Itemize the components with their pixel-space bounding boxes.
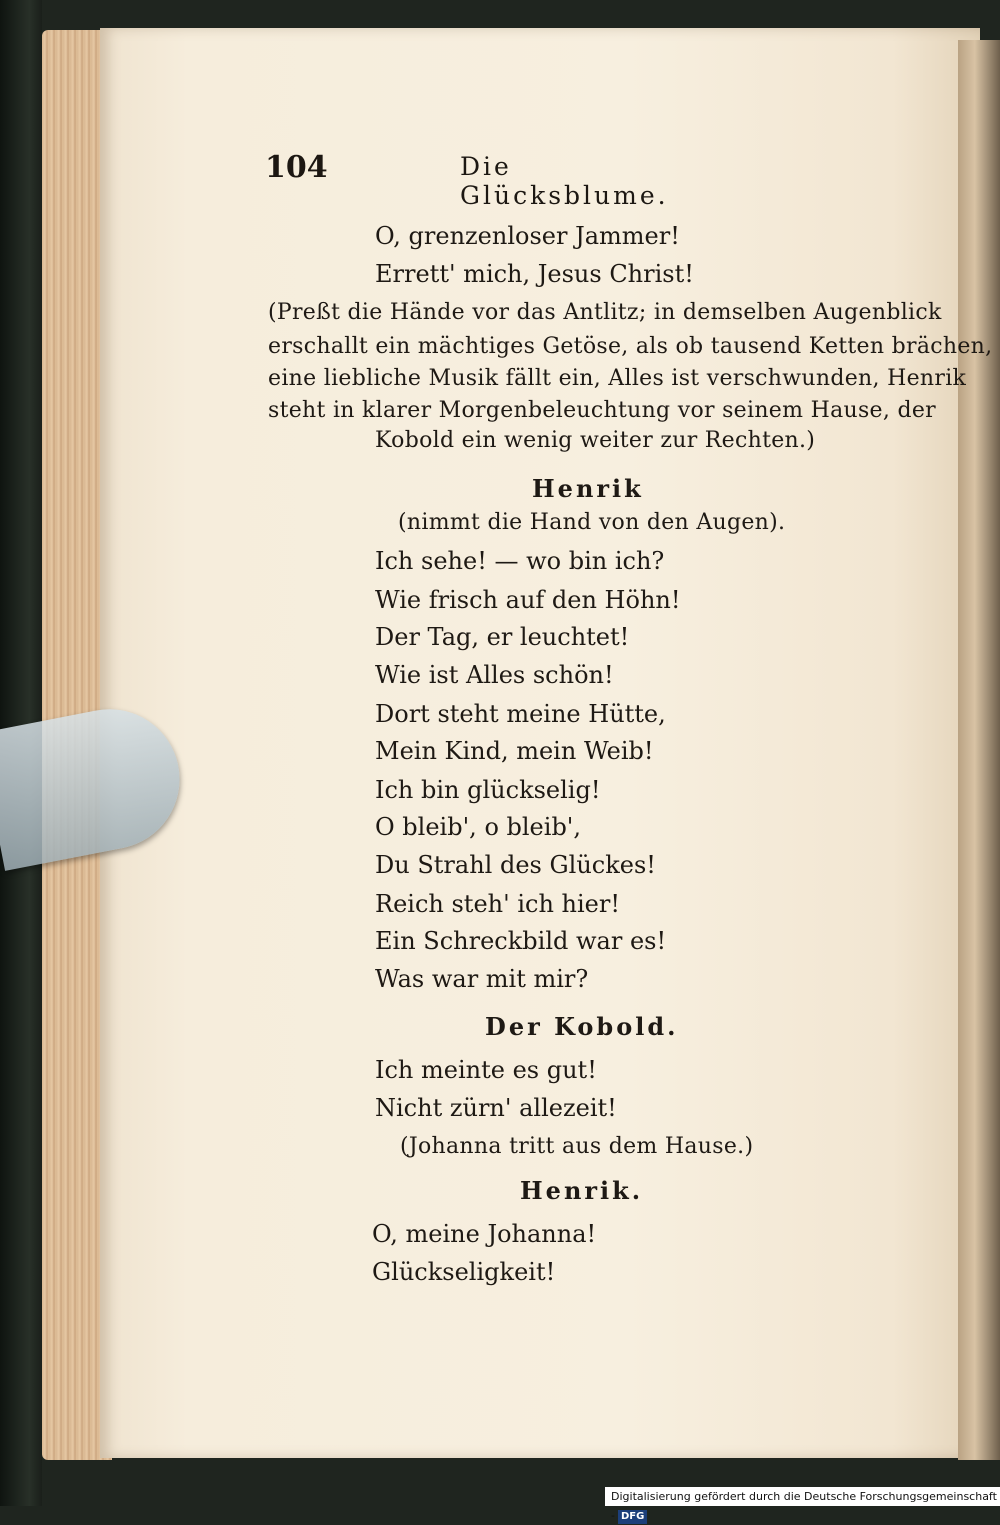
stage-direction: erschallt ein mächtiges Getöse, als ob tausend Ketten brächen, xyxy=(268,334,993,359)
verse-line: Glückseligkeit! xyxy=(372,1258,556,1286)
verse-line: Ich sehe! — wo bin ich? xyxy=(375,547,665,575)
verse-line: Nicht zürn' allezeit! xyxy=(375,1094,617,1122)
speaker-name: Henrik xyxy=(532,474,644,503)
verse-line: Reich steh' ich hier! xyxy=(375,890,620,918)
verse-line: Ich meinte es gut! xyxy=(375,1056,597,1084)
verse-line: Ich bin glückselig! xyxy=(375,776,601,804)
dfg-logo: DFG xyxy=(618,1510,647,1524)
opposite-page-edge xyxy=(958,40,1000,1460)
stage-direction: (Johanna tritt aus dem Hause.) xyxy=(400,1134,754,1159)
verse-line: Wie frisch auf den Höhn! xyxy=(375,586,681,614)
speaker-name: Henrik. xyxy=(520,1176,644,1205)
verse-line: O bleib', o bleib', xyxy=(375,813,582,841)
credit-text: Digitalisierung gefördert durch die Deutsche Forschungsgemeinschaft - xyxy=(611,1490,997,1522)
verse-line: Du Strahl des Glückes! xyxy=(375,851,656,879)
verse-line: Mein Kind, mein Weib! xyxy=(375,737,654,765)
verse-line: Ein Schreckbild war es! xyxy=(375,927,667,955)
page-number: 104 xyxy=(265,150,328,185)
running-title: Die Glücksblume. xyxy=(460,152,669,210)
stage-direction: steht in klarer Morgenbeleuchtung vor seinem Hause, der xyxy=(268,398,936,423)
verse-line: Der Tag, er leuchtet! xyxy=(375,623,630,651)
verse-line: Dort steht meine Hütte, xyxy=(375,700,666,728)
stage-direction: eine liebliche Musik fällt ein, Alles ist verschwunden, Henrik xyxy=(268,366,967,391)
verse-line: Errett' mich, Jesus Christ! xyxy=(375,260,694,288)
speaker-name: Der Kobold. xyxy=(485,1012,679,1041)
verse-line: O, meine Johanna! xyxy=(372,1220,597,1248)
verse-line: Was war mit mir? xyxy=(375,965,589,993)
digitization-credit xyxy=(605,1487,1000,1522)
stage-direction: Kobold ein wenig weiter zur Rechten.) xyxy=(375,428,816,453)
verse-line: Wie ist Alles schön! xyxy=(375,661,614,689)
stage-direction: (nimmt die Hand von den Augen). xyxy=(398,510,786,535)
stage-direction: (Preßt die Hände vor das Antlitz; in demselben Augenblick xyxy=(268,300,942,325)
page-header xyxy=(265,150,705,210)
verse-line: O, grenzenloser Jammer! xyxy=(375,222,680,250)
